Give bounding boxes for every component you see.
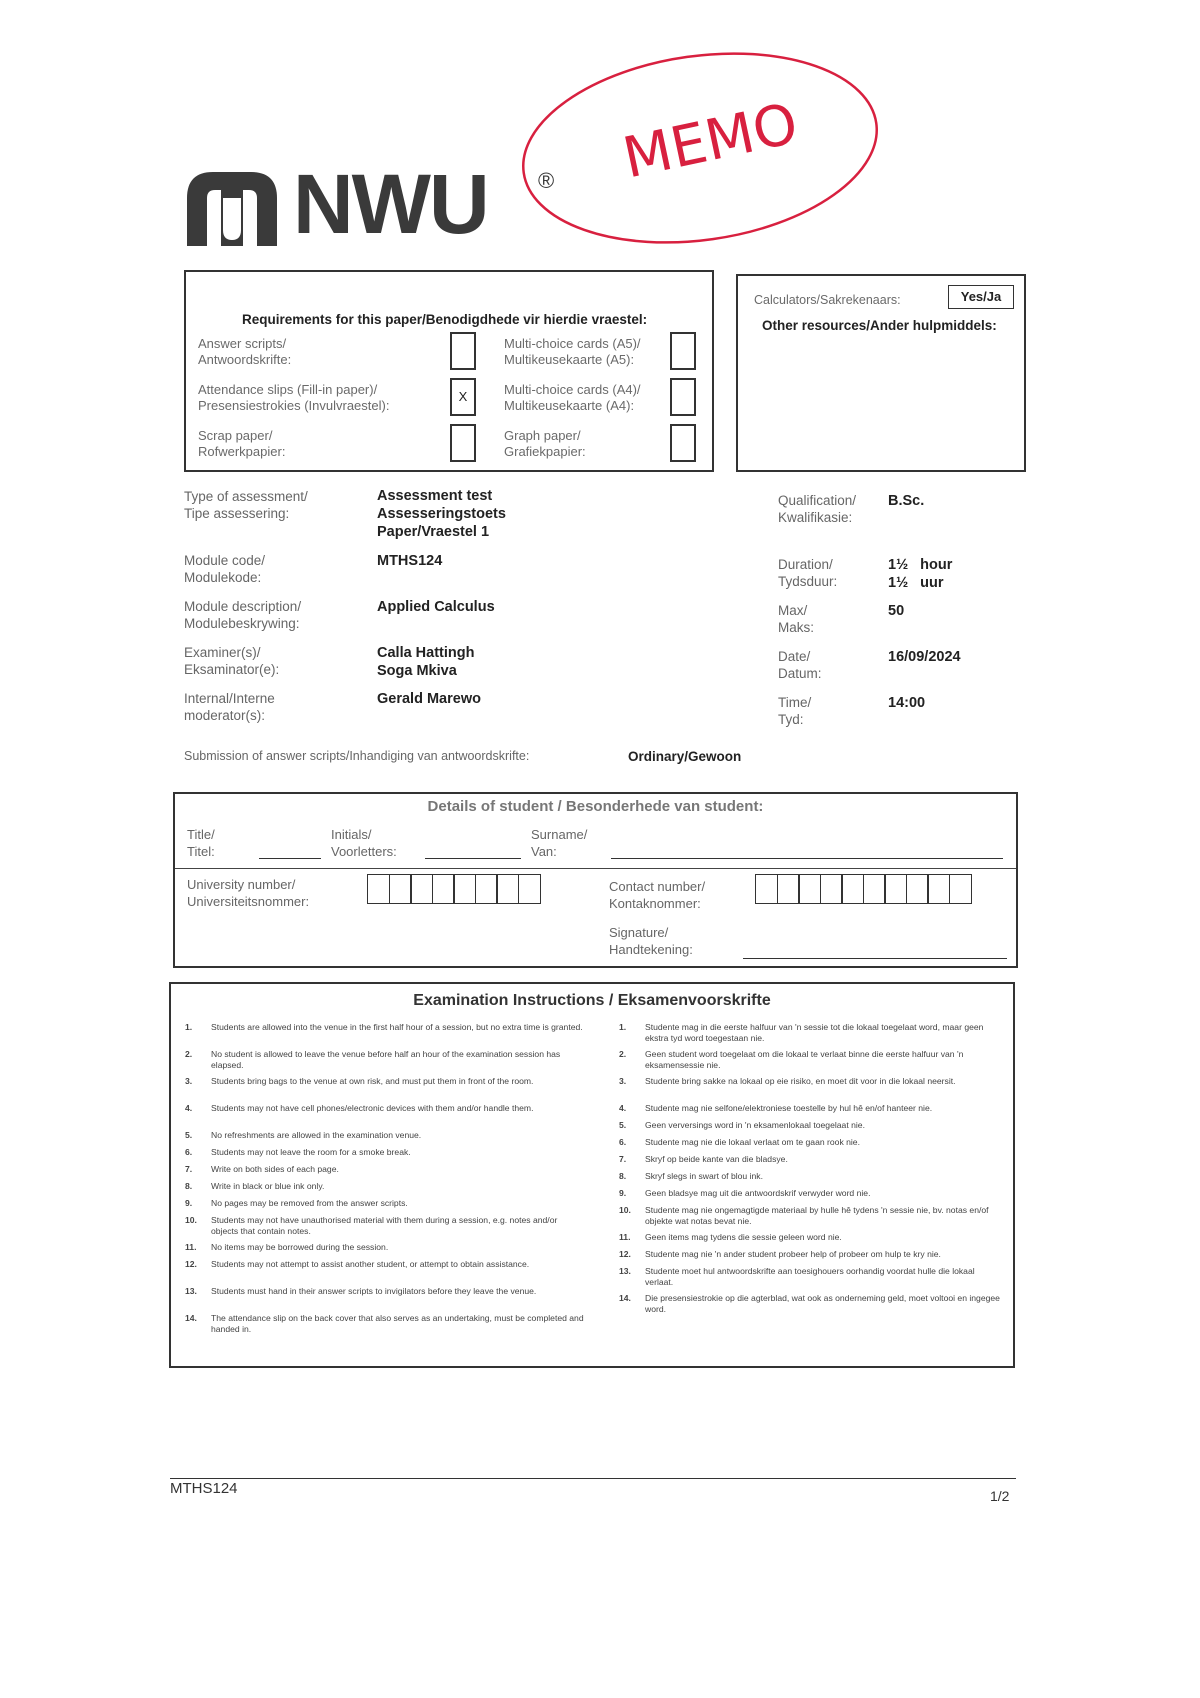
time-value: 14:00 [888, 695, 926, 711]
title-field[interactable] [259, 858, 321, 859]
footer-module-code: MTHS124 [170, 1480, 238, 1497]
footer-page-number: 1/2 [990, 1488, 1010, 1504]
calculators-value: Yes/Ja [948, 285, 1014, 309]
max-value: 50 [888, 603, 905, 619]
module-description-label: Module description/ Modulebeskrywing: [184, 599, 302, 631]
req-scrap-paper-label: Scrap paper/ Rofwerkpapier: [198, 428, 286, 459]
type-label: Type of assessment/ Tipe assessering: [184, 489, 308, 521]
req-graph-paper-checkbox[interactable] [670, 424, 696, 462]
req-answer-scripts-label: Answer scripts/ Antwoordskrifte: [198, 336, 292, 367]
date-label: Date/ Datum: [778, 649, 822, 681]
logo-text: NWU [293, 157, 488, 251]
moderator-label: Internal/Interne moderator(s): [184, 691, 275, 723]
calculators-label: Calculators/Sakrekenaars: [754, 293, 901, 307]
submission-label: Submission of answer scripts/Inhandiging van antwoordskrifte: [184, 749, 530, 763]
student-heading: Details of student / Besonderhede van student: [427, 798, 764, 815]
university-number-field[interactable] [367, 874, 539, 904]
module-code-label: Module code/ Modulekode: [184, 553, 266, 585]
memo-annotation [500, 30, 950, 260]
type-value: Assessment test Assesseringstoets Paper/Vraestel 1 [377, 488, 506, 540]
date-value: 16/09/2024 [888, 649, 961, 665]
requirements-heading: Requirements for this paper/Benodigdhede vir hierdie vraestel: [242, 312, 648, 327]
time-label: Time/ Tyd: [778, 695, 812, 727]
instructions-heading: Examination Instructions / Eksamenvoorskrifte [413, 992, 771, 1009]
module-code-value: MTHS124 [377, 553, 443, 569]
resources-box [736, 274, 1026, 472]
surname-label: Surname/ Van: [531, 827, 588, 859]
instructions-box: Examination Instructions / Eksamenvoorskrifte 1. Students are allowed into the venue in the first half hour of a session, but no extra time is granted. 2. No student is allowed to leave the venue before half an hour of the examination session has elapsed. 3. Students bring bags to the venue at own risk, and must put them in front of the room. 4. Students may not have cell phones/electronic devices with them and/or handle them. 5. No refreshments are allowed in the examination venue. 6. Students may not leave the room for a smoke break. 7. Write on both sides of each page. 8. Write in black or blue ink only. 9. No pages may be removed from the answer scripts. 10. Students may not have unauthorised material with them during a session, e.g. notes and/or objects that contain notes. 11. No items may be borrowed during the session. 12. Students may not attempt to assist another student, or attempt to obtain assistance. 13. Students must hand in their answer scripts to invigilators before they leave the venue. 14. The attendance slip on the back cover that also serves as an undertaking, must be completed and handed in. 1. Studente mag in die eerste halfuur van 'n sessie tot die lokaal toegelaat word, maar geen ekstra tyd word toegestaan nie. 2. Geen student word toegelaat om die lokaal te verlaat binne die eerste halfuur van 'n eksamensessie nie. 3. Studente bring sakke na lokaal op eie risiko, en moet dit voor in die lokaal neersit. 4. Studente mag nie selfone/elektroniese toestelle by hul hê en/of hanteer nie. 5. Geen verversings word in 'n eksamenlokaal toegelaat nie. 6. Studente mag nie die lokaal verlaat om te gaan rook nie. 7. Skryf op beide kante van die bladsye. 8. Skryf slegs in swart of blou ink. 9. Geen bladsye mag uit die antwoordskrif verwyder word nie. 10. Studente mag nie ongemagtigde materiaal by hulle hê tydens 'n sessie nie, bv. notas en/of objekte wat notas bevat nie. 11. Geen items mag tydens die sessie geleen word nie. 12. Studente mag nie 'n ander student probeer help of probeer om hulp te kry nie. 13. Studente moet hul antwoordskrifte aan toesighouers oorhandig voordat hulle die lokaal verlaat. 14. Die presensiestrokie op die agterblad, wat ook as onderneming geld, moet voltooi en ingegee word. [169, 982, 1015, 1368]
req-scrap-paper-checkbox[interactable] [450, 424, 476, 462]
student-details-box [173, 792, 1018, 968]
duration-label: Duration/ Tydsduur: [778, 557, 838, 589]
req-mc-a4-checkbox[interactable] [670, 378, 696, 416]
examiners-value: Calla Hattingh Soga Mkiva [377, 645, 475, 679]
req-answer-scripts-checkbox[interactable] [450, 332, 476, 370]
title-label: Title/ Titel: [187, 827, 215, 859]
row-divider [175, 868, 1016, 869]
memo-text: MEMO [617, 91, 804, 192]
req-mc-a5-label: Multi-choice cards (A5)/ Multikeusekaarte (A5): [504, 336, 641, 367]
signature-label: Signature/ Handtekening: [609, 925, 693, 957]
req-attendance-slips-label: Attendance slips (Fill-in paper)/ Presensiestrokies (Invulvraestel): [198, 382, 390, 413]
moderator-value: Gerald Marewo [377, 691, 481, 707]
qualification-value: B.Sc. [888, 493, 925, 509]
module-description-value: Applied Calculus [377, 599, 495, 615]
contact-number-label: Contact number/ Kontaknommer: [609, 879, 706, 911]
contact-number-field[interactable] [755, 874, 970, 904]
surname-field[interactable] [611, 858, 1003, 859]
req-graph-paper-label: Graph paper/ Grafiekpapier: [504, 428, 586, 459]
initials-label: Initials/ Voorletters: [331, 827, 397, 859]
submission-value: Ordinary/Gewoon [628, 749, 742, 764]
university-number-label: University number/ Universiteitsnommer: [187, 877, 310, 909]
req-attendance-slips-checkbox[interactable]: X [450, 378, 476, 416]
registered-mark: ® [538, 168, 555, 193]
duration-value: 1½ hour 1½ uur [888, 557, 953, 591]
examiners-label: Examiner(s)/ Eksaminator(e): [184, 645, 280, 677]
initials-field[interactable] [425, 858, 521, 859]
requirements-box [184, 270, 714, 472]
footer-rule [170, 1478, 1016, 1479]
qualification-label: Qualification/ Kwalifikasie: [778, 493, 857, 525]
req-mc-a4-label: Multi-choice cards (A4)/ Multikeusekaarte (A4): [504, 382, 641, 413]
nwu-emblem-icon [183, 168, 281, 250]
max-label: Max/ Maks: [778, 603, 815, 635]
req-mc-a5-checkbox[interactable] [670, 332, 696, 370]
signature-field[interactable] [743, 958, 1007, 959]
other-resources-label: Other resources/Ander hulpmiddels: [762, 318, 997, 333]
